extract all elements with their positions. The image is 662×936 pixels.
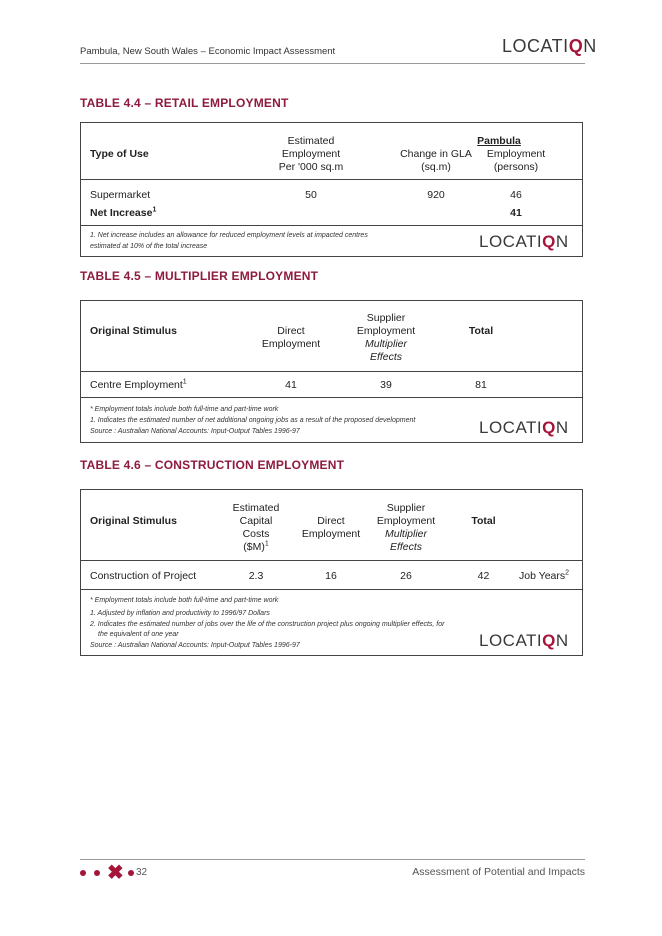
table-4-5-note-1: * Employment totals include both full-time and part-time work [90, 406, 279, 413]
row-supermarket-gla: 920 [427, 189, 445, 201]
row-centre-supplier: 39 [380, 379, 392, 391]
row-construction-total: 42 [477, 570, 490, 582]
notes-divider-line [81, 397, 582, 398]
col-total-header: Total [468, 325, 494, 337]
notes-divider-line [81, 589, 582, 590]
col-direct-employment-header: Direct Employment [261, 325, 321, 350]
col-original-stimulus-header: Original Stimulus [90, 325, 177, 337]
location-iq-logo: LOCATIQN [479, 418, 569, 437]
table-4-5-note-2: 1. Indicates the estimated number of net additional ongoing jobs as a result of the proposed development [90, 417, 416, 424]
location-iq-logo: LOCATIQN [479, 232, 569, 251]
table-4-4-title: TABLE 4.4 – RETAIL EMPLOYMENT [80, 96, 289, 110]
row-centre-direct: 41 [285, 379, 297, 391]
row-supermarket-estimated: 50 [305, 189, 317, 201]
table-4-4 [80, 122, 583, 257]
header-divider [80, 63, 585, 64]
table-4-6 [80, 489, 583, 656]
pambula-group-header: Pambula [477, 135, 521, 147]
table-4-6-title: TABLE 4.6 – CONSTRUCTION EMPLOYMENT [80, 458, 345, 472]
row-construction-capital: 2.3 [248, 570, 264, 582]
table-4-4-note-2: estimated at 10% of the total increase [90, 243, 208, 250]
page-number: 32 [136, 867, 148, 878]
col-direct-employment-header: Direct Employment [301, 515, 361, 540]
header-divider-line [81, 179, 582, 180]
location-iq-logo: LOCATIQN [479, 631, 569, 650]
footer-dot-icon [94, 870, 100, 876]
row-net-increase-value: 41 [510, 207, 522, 219]
col-supplier-employment-header: Supplier Employment Multiplier Effects [356, 312, 416, 363]
footer-dot-icon [80, 870, 86, 876]
row-centre-employment-label: Centre Employment$^1$ [90, 378, 187, 391]
footer-cross-icon: ✖ [107, 862, 124, 884]
running-header: Pambula, New South Wales – Economic Impact Assessment [80, 46, 336, 57]
col-original-stimulus-header: Original Stimulus [90, 515, 177, 527]
table-4-6-note-2: 1. Adjusted by inflation and productivity to 1996/97 Dollars [90, 610, 270, 617]
row-construction-supplier: 26 [400, 570, 412, 582]
col-capital-costs-header: Estimated Capital Costs ($M)$^1$ [232, 502, 280, 553]
row-construction-label: Construction of Project [90, 570, 197, 582]
col-change-gla-header: Change in GLA (sq.m) [400, 148, 472, 173]
table-4-6-source: Source : Australian National Accounts: Input-Output Tables 1996-97 [90, 642, 300, 649]
table-4-4-note-1: 1. Net increase includes an allowance for reduced employment levels at impacted centres [90, 232, 368, 239]
table-4-6-note-4: the equivalent of one year [98, 631, 179, 638]
col-estimated-employment-header: Estimated Employment Per '000 sq.m [278, 135, 344, 173]
header-divider-line [81, 371, 582, 372]
table-4-5-source: Source : Australian National Accounts: Input-Output Tables 1996-97 [90, 428, 300, 435]
header-divider-line [81, 560, 582, 561]
row-centre-total: 81 [475, 379, 487, 391]
col-supplier-employment-header: Supplier Employment Multiplier Effects [376, 502, 436, 553]
col-total-header: Total [471, 515, 496, 527]
row-supermarket-employment: 46 [510, 189, 522, 201]
table-4-6-note-1: * Employment totals include both full-time and part-time work [90, 597, 279, 604]
location-iq-logo: LOCATIQN [502, 36, 597, 56]
footer-section-title: Assessment of Potential and Impacts [412, 866, 585, 878]
footer-dot-icon [128, 870, 134, 876]
notes-divider-line [81, 225, 582, 226]
footer-divider [80, 859, 585, 860]
table-4-5-title: TABLE 4.5 – MULTIPLIER EMPLOYMENT [80, 269, 319, 283]
row-construction-unit: Job Years$^2$ [519, 569, 570, 582]
row-construction-direct: 16 [325, 570, 337, 582]
col-type-of-use-header: Type of Use [90, 148, 149, 160]
col-employment-header: Employment (persons) [486, 148, 546, 173]
table-4-5 [80, 300, 583, 443]
row-supermarket-label: Supermarket [90, 189, 151, 201]
row-net-increase-label: Net Increase$^1$ [90, 206, 157, 219]
table-4-6-note-3: 2. Indicates the estimated number of jobs over the life of the construction project plus ongoing multiplier effects, for [90, 621, 445, 628]
